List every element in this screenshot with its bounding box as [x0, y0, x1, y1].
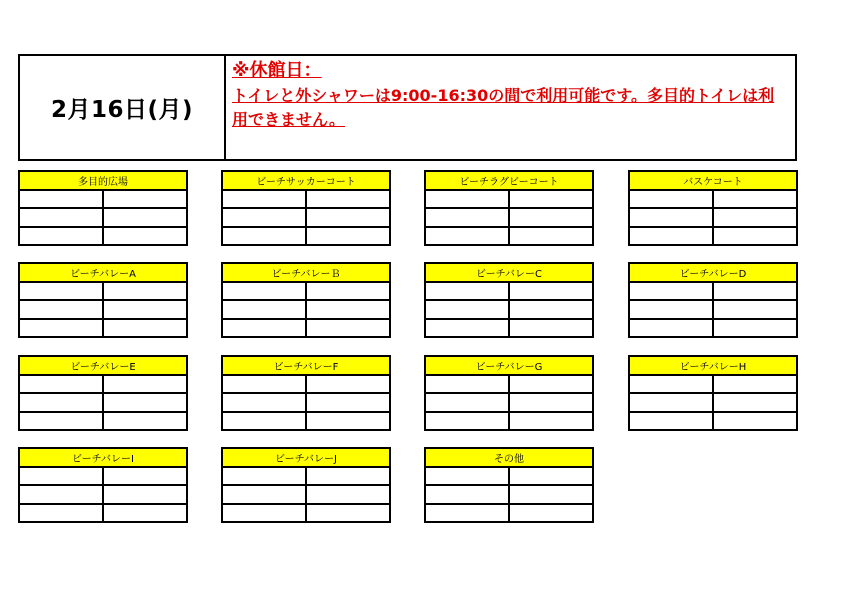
- facility-table-beach-rugby: [424, 170, 594, 246]
- table-cell: [307, 228, 389, 244]
- table-cell: [426, 486, 510, 502]
- facility-table-beach-soccer: [221, 170, 391, 246]
- table-cell: [104, 505, 186, 521]
- facility-table-beach-volley-f: [221, 355, 391, 431]
- facility-title: ビーチバレーF: [223, 357, 389, 376]
- table-cell: [426, 376, 510, 392]
- table-cell: [307, 209, 389, 225]
- facility-title: ビーチバレーH: [630, 357, 796, 376]
- table-row: [223, 468, 389, 486]
- table-cell: [223, 394, 307, 410]
- table-row: [426, 486, 592, 504]
- table-cell: [510, 228, 592, 244]
- table-cell: [223, 468, 307, 484]
- table-row: [223, 394, 389, 412]
- table-row: [20, 486, 186, 504]
- table-cell: [426, 191, 510, 207]
- table-cell: [104, 283, 186, 299]
- facility-title: ビーチサッカーコート: [223, 172, 389, 191]
- table-cell: [223, 191, 307, 207]
- facility-title: ビーチバレーJ: [223, 449, 389, 468]
- table-cell: [714, 191, 796, 207]
- table-row: [426, 505, 592, 521]
- table-cell: [510, 301, 592, 317]
- table-cell: [223, 505, 307, 521]
- table-row: [20, 413, 186, 429]
- table-cell: [20, 209, 104, 225]
- table-row: [426, 301, 592, 319]
- facility-table-beach-volley-e: [18, 355, 188, 431]
- facility-title: ビーチバレーE: [20, 357, 186, 376]
- table-row: [426, 394, 592, 412]
- table-cell: [426, 320, 510, 336]
- table-cell: [510, 376, 592, 392]
- facility-table-other: [424, 447, 594, 523]
- table-cell: [307, 376, 389, 392]
- table-cell: [426, 283, 510, 299]
- facility-title: その他: [426, 449, 592, 468]
- table-row: [630, 209, 796, 227]
- table-cell: [104, 301, 186, 317]
- facility-table-beach-volley-h: [628, 355, 798, 431]
- table-cell: [426, 228, 510, 244]
- facility-title: ビーチバレーI: [20, 449, 186, 468]
- table-cell: [426, 394, 510, 410]
- table-row: [20, 191, 186, 209]
- table-cell: [510, 209, 592, 225]
- table-cell: [307, 505, 389, 521]
- table-cell: [223, 413, 307, 429]
- table-cell: [630, 376, 714, 392]
- table-cell: [223, 228, 307, 244]
- table-cell: [510, 394, 592, 410]
- table-row: [20, 468, 186, 486]
- table-row: [223, 320, 389, 336]
- table-row: [20, 505, 186, 521]
- date-label: 2月16日(月): [20, 56, 226, 159]
- table-cell: [426, 301, 510, 317]
- table-cell: [223, 486, 307, 502]
- table-cell: [20, 468, 104, 484]
- table-cell: [20, 228, 104, 244]
- table-cell: [104, 413, 186, 429]
- notice-body: トイレと外シャワーは9:00-16:30の間で利用可能です。多目的トイレは利用できません。: [232, 86, 775, 129]
- table-cell: [223, 376, 307, 392]
- table-cell: [20, 394, 104, 410]
- table-row: [20, 394, 186, 412]
- table-cell: [20, 320, 104, 336]
- facility-title: ビーチバレーA: [20, 264, 186, 283]
- table-cell: [714, 394, 796, 410]
- table-row: [426, 376, 592, 394]
- table-cell: [307, 394, 389, 410]
- table-cell: [104, 376, 186, 392]
- table-row: [630, 376, 796, 394]
- facility-table-beach-volley-d: [628, 262, 798, 338]
- table-cell: [307, 283, 389, 299]
- facility-table-beach-volley-g: [424, 355, 594, 431]
- table-cell: [307, 320, 389, 336]
- table-row: [426, 209, 592, 227]
- table-row: [20, 376, 186, 394]
- table-row: [630, 394, 796, 412]
- facility-table-beach-volley-b: [221, 262, 391, 338]
- table-cell: [307, 486, 389, 502]
- table-row: [426, 468, 592, 486]
- table-row: [223, 505, 389, 521]
- table-row: [20, 283, 186, 301]
- table-cell: [20, 283, 104, 299]
- table-row: [426, 413, 592, 429]
- table-row: [630, 228, 796, 244]
- table-row: [223, 191, 389, 209]
- facility-title: 多目的広場: [20, 172, 186, 191]
- table-row: [223, 283, 389, 301]
- table-cell: [510, 486, 592, 502]
- table-row: [426, 228, 592, 244]
- table-cell: [307, 468, 389, 484]
- facility-title: ビーチバレーG: [426, 357, 592, 376]
- table-row: [20, 320, 186, 336]
- table-cell: [20, 301, 104, 317]
- table-row: [223, 486, 389, 504]
- notice-area: [226, 56, 795, 159]
- table-row: [630, 320, 796, 336]
- table-cell: [630, 228, 714, 244]
- table-cell: [630, 209, 714, 225]
- table-cell: [426, 209, 510, 225]
- facility-title: ビーチバレーＢ: [223, 264, 389, 283]
- table-cell: [20, 505, 104, 521]
- facility-table-beach-volley-j: [221, 447, 391, 523]
- notice-title: ※休館日：: [232, 60, 322, 81]
- table-cell: [20, 486, 104, 502]
- table-cell: [714, 413, 796, 429]
- table-cell: [104, 191, 186, 207]
- table-cell: [510, 468, 592, 484]
- facility-table-basketball: [628, 170, 798, 246]
- table-cell: [510, 505, 592, 521]
- table-cell: [307, 301, 389, 317]
- table-row: [223, 301, 389, 319]
- table-cell: [714, 228, 796, 244]
- table-cell: [104, 468, 186, 484]
- table-row: [223, 209, 389, 227]
- table-row: [223, 376, 389, 394]
- table-cell: [104, 228, 186, 244]
- table-cell: [104, 486, 186, 502]
- table-cell: [307, 191, 389, 207]
- table-cell: [104, 209, 186, 225]
- table-row: [223, 413, 389, 429]
- table-cell: [630, 283, 714, 299]
- header-block: [18, 54, 797, 161]
- facility-table-beach-volley-c: [424, 262, 594, 338]
- facility-title: ビーチラグビーコート: [426, 172, 592, 191]
- table-row: [20, 209, 186, 227]
- table-cell: [223, 283, 307, 299]
- table-row: [223, 228, 389, 244]
- table-cell: [714, 283, 796, 299]
- table-cell: [510, 283, 592, 299]
- table-row: [426, 191, 592, 209]
- table-cell: [426, 413, 510, 429]
- table-row: [630, 413, 796, 429]
- table-cell: [223, 301, 307, 317]
- table-cell: [714, 209, 796, 225]
- table-cell: [426, 468, 510, 484]
- table-cell: [714, 320, 796, 336]
- table-cell: [223, 209, 307, 225]
- table-row: [426, 283, 592, 301]
- facility-title: バスケコート: [630, 172, 796, 191]
- table-row: [20, 228, 186, 244]
- table-cell: [714, 301, 796, 317]
- table-cell: [630, 413, 714, 429]
- table-cell: [630, 394, 714, 410]
- table-cell: [510, 320, 592, 336]
- facility-title: ビーチバレーD: [630, 264, 796, 283]
- table-cell: [630, 320, 714, 336]
- table-row: [630, 301, 796, 319]
- facility-title: ビーチバレーC: [426, 264, 592, 283]
- table-cell: [20, 376, 104, 392]
- table-row: [426, 320, 592, 336]
- table-row: [20, 301, 186, 319]
- table-cell: [510, 413, 592, 429]
- table-cell: [20, 413, 104, 429]
- table-row: [630, 283, 796, 301]
- table-cell: [307, 413, 389, 429]
- table-cell: [630, 191, 714, 207]
- table-cell: [223, 320, 307, 336]
- table-cell: [104, 320, 186, 336]
- table-cell: [630, 301, 714, 317]
- table-row: [630, 191, 796, 209]
- table-cell: [714, 376, 796, 392]
- table-cell: [510, 191, 592, 207]
- facility-table-beach-volley-i: [18, 447, 188, 523]
- table-cell: [20, 191, 104, 207]
- table-cell: [104, 394, 186, 410]
- facility-table-multipurpose-plaza: [18, 170, 188, 246]
- facility-table-beach-volley-a: [18, 262, 188, 338]
- table-cell: [426, 505, 510, 521]
